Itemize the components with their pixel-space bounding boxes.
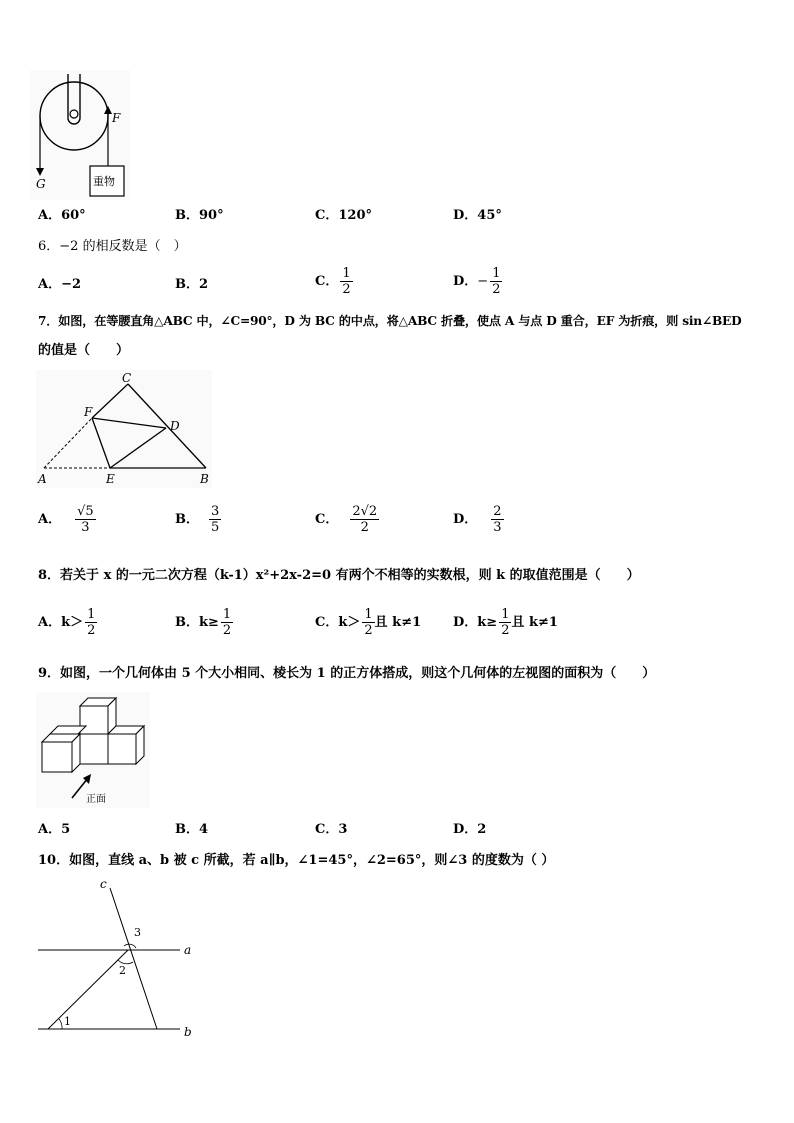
q9-option-a[interactable]: A．5 — [38, 822, 71, 837]
parallel-lines-figure — [30, 874, 205, 1044]
line-b-label: b — [184, 1025, 192, 1039]
point-a-label: A — [38, 472, 47, 486]
angle-1-label: 1 — [64, 1015, 71, 1028]
q8-option-d[interactable]: D．k≥ $\frac{1}{2}$ 且 k≠1 — [453, 607, 558, 638]
line-c-label: c — [100, 877, 107, 891]
q7-stem-line1: 7．如图，在等腰直角△ABC 中，∠C=90°，D 为 BC 的中点，将△ABC 折叠，使点 A 与点 D 重合，EF 为折痕，则 sin∠BED — [38, 314, 742, 328]
weight-box-label: 重物 — [93, 175, 115, 188]
point-c-label: C — [122, 371, 132, 385]
q6-stem: 6．−2 的相反数是（ ） — [38, 239, 187, 254]
angle-2-label: 2 — [119, 964, 126, 977]
point-e-label: E — [106, 472, 115, 486]
q6-option-c[interactable]: C． $\frac{1}{2}$ — [315, 266, 351, 297]
q5-option-d[interactable]: D．45° — [453, 208, 502, 223]
q7-option-b[interactable]: B． $\frac{3}{5}$ — [175, 504, 220, 535]
q9-option-b[interactable]: B．4 — [175, 822, 209, 837]
gravity-label: G — [36, 177, 46, 191]
q9-option-c[interactable]: C．3 — [315, 822, 348, 837]
point-b-label: B — [200, 472, 209, 486]
point-d-label: D — [170, 419, 180, 433]
q8-option-a[interactable]: A．k＞ $\frac{1}{2}$ — [38, 607, 96, 638]
q5-option-b[interactable]: B．90° — [175, 208, 224, 223]
triangle-fold-figure — [36, 370, 212, 488]
q5-option-a[interactable]: A．60° — [38, 208, 86, 223]
q9-stem: 9．如图，一个几何体由 5 个大小相同、棱长为 1 的正方体搭成，则这个几何体的左视图的面积为（ ） — [38, 666, 656, 681]
q8-option-b[interactable]: B．k≥ $\frac{1}{2}$ — [175, 607, 232, 638]
q5-option-c[interactable]: C．120° — [315, 208, 372, 223]
force-label: F — [112, 111, 121, 125]
q10-stem: 10．如图，直线 a、b 被 c 所截，若 a∥b，∠1=45°，∠2=65°，则∠3 的度数为（ ） — [38, 853, 555, 868]
q7-option-a[interactable]: A． $\frac{√5}{3}$ — [38, 504, 94, 535]
q6-option-b[interactable]: B．2 — [175, 277, 209, 292]
front-view-label: 正面 — [86, 794, 106, 805]
point-f-label: F — [84, 405, 93, 419]
angle-3-label: 3 — [134, 926, 141, 939]
q8-option-c[interactable]: C．k＞ $\frac{1}{2}$ 且 k≠1 — [315, 607, 422, 638]
q8-stem: 8．若关于 x 的一元二次方程（k-1）x²+2x-2=0 有两个不相等的实数根，则 k 的取值范围是（ ） — [38, 568, 640, 583]
q7-option-c[interactable]: C． $\frac{2√2}{2}$ — [315, 504, 378, 535]
q6-option-d[interactable]: D．− $\frac{1}{2}$ — [453, 266, 501, 297]
q7-option-d[interactable]: D． $\frac{2}{3}$ — [453, 504, 502, 535]
q9-option-d[interactable]: D．2 — [453, 822, 487, 837]
cubes-figure — [36, 692, 150, 808]
line-a-label: a — [184, 943, 192, 957]
q7-stem-line2: 的值是（ ） — [38, 343, 130, 358]
pulley-figure — [30, 70, 130, 200]
q6-option-a[interactable]: A．−2 — [38, 277, 82, 292]
